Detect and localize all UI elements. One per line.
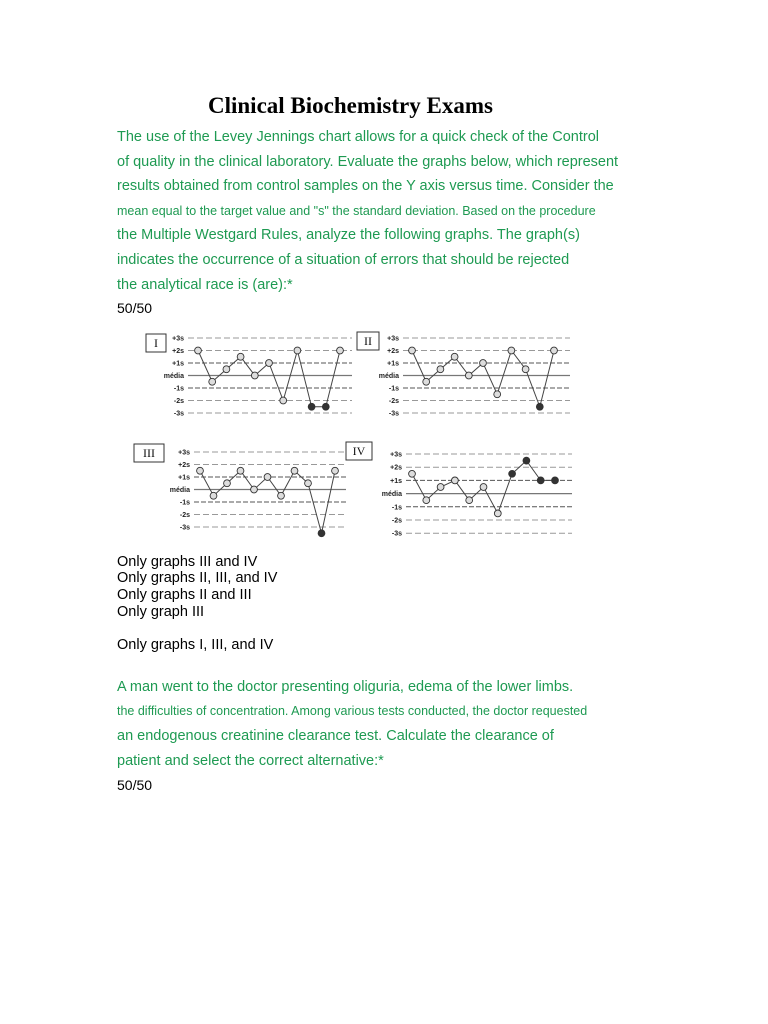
y-tick-label: +2s [387,348,399,355]
data-point [237,353,244,360]
answer-option[interactable]: Only graphs II and III [117,587,252,603]
chart-iii-svg [130,440,355,545]
answer-option[interactable]: Only graphs I, III, and IV [117,637,274,653]
question1-line: indicates the occurrence of a situation of errors that should be rejected [117,252,570,268]
data-point [480,360,487,367]
y-tick-label: -1s [388,385,399,393]
y-tick-label: média [163,373,184,380]
data-point [280,397,287,404]
question1-score: 50/50 [117,300,153,316]
y-tick-label: -3s [388,410,399,418]
y-tick-label: +2s [178,462,190,469]
y-tick-label: +3s [390,451,402,459]
y-tick-label: +1s [178,474,190,482]
data-point [224,480,231,487]
data-point [223,366,230,373]
chart-ii-svg [355,330,580,425]
answer-option[interactable]: Only graphs III and IV [117,554,258,570]
data-point [452,477,459,484]
question1-line: mean equal to the target value and "s" the standard deviation. Based on the procedure [117,204,596,218]
question2-score: 50/50 [117,777,153,793]
data-point [537,477,544,484]
y-tick-label: +3s [387,335,399,343]
y-tick-label: +1s [172,360,184,368]
data-point [251,372,258,379]
data-point [278,492,285,499]
chart-label: I [154,336,158,350]
question1-line: results obtained from control samples on the Y axis versus time. Consider the [117,178,614,194]
data-point [466,497,473,504]
levey-jennings-chart-i [140,330,360,425]
data-point [480,484,487,491]
y-tick-label: +3s [172,335,184,343]
y-tick-label: média [381,491,402,499]
answer-option[interactable]: Only graph III [117,604,205,620]
levey-jennings-chart-iii [130,440,355,545]
data-point [305,480,312,487]
question1-line: The use of the Levey Jennings chart allows for a quick check of the Control [117,129,599,145]
y-tick-label: -1s [179,499,190,507]
data-point [437,484,444,491]
chart-label: II [364,334,372,348]
data-point [294,347,301,354]
data-point [508,347,515,354]
y-tick-label: +1s [390,477,402,485]
data-point [551,347,558,354]
answer-option[interactable]: Only graphs II, III, and IV [117,570,278,586]
data-point [451,353,458,360]
data-point [264,474,271,481]
data-point [266,360,273,367]
chart-label: IV [352,444,366,458]
data-point [509,470,516,477]
y-tick-label: -3s [173,410,184,418]
data-point [409,347,416,354]
y-tick-label: -2s [391,517,402,525]
y-tick-label: -1s [391,504,402,512]
y-tick-label: +2s [390,464,402,472]
chart-label: III [143,446,155,460]
y-tick-label: +2s [172,348,184,355]
chart-iv-svg [340,440,580,540]
question1-line: the Multiple Westgard Rules, analyze the following graphs. The graph(s) [117,227,580,243]
page-title: Clinical Biochemistry Exams [208,93,493,118]
data-point [423,497,430,504]
data-point [237,467,244,474]
data-point [494,391,501,398]
series-line [412,351,554,407]
question2-line: patient and select the correct alternative:* [117,753,384,769]
question1-line: the analytical race is (are):* [117,277,293,293]
question2-line: A man went to the doctor presenting oliguria, edema of the lower limbs. [117,679,574,695]
y-tick-label: +3s [178,449,190,457]
series-line [198,351,340,407]
y-tick-label: média [169,487,190,494]
levey-jennings-chart-ii [355,330,580,425]
data-point [522,366,529,373]
data-point [409,470,416,477]
y-tick-label: -1s [173,385,184,393]
data-point [195,347,202,354]
data-point [437,366,444,373]
data-point [337,347,344,354]
y-tick-label: -2s [173,398,184,405]
chart-i-svg [140,330,360,425]
question2-line: an endogenous creatinine clearance test. Calculate the clearance of [117,728,554,744]
data-point [536,403,543,410]
question2-line: the difficulties of concentration. Among various tests conducted, the doctor requested [117,704,588,718]
data-point [322,403,329,410]
data-point [210,492,217,499]
data-point [197,467,204,474]
y-tick-label: média [378,373,399,380]
y-tick-label: -2s [388,398,399,405]
data-point [552,477,559,484]
levey-jennings-chart-iv [340,440,580,540]
data-point [423,378,430,385]
data-point [291,467,298,474]
data-point [251,486,258,493]
data-point [332,467,339,474]
y-tick-label: -2s [179,512,190,519]
question1-line: of quality in the clinical laboratory. Evaluate the graphs below, which represent [117,154,619,170]
data-point [523,457,530,464]
data-point [318,530,325,537]
y-tick-label: -3s [179,524,190,532]
data-point [209,378,216,385]
y-tick-label: +1s [387,360,399,368]
y-tick-label: -3s [391,530,402,538]
data-point [308,403,315,410]
data-point [465,372,472,379]
data-point [494,510,501,517]
